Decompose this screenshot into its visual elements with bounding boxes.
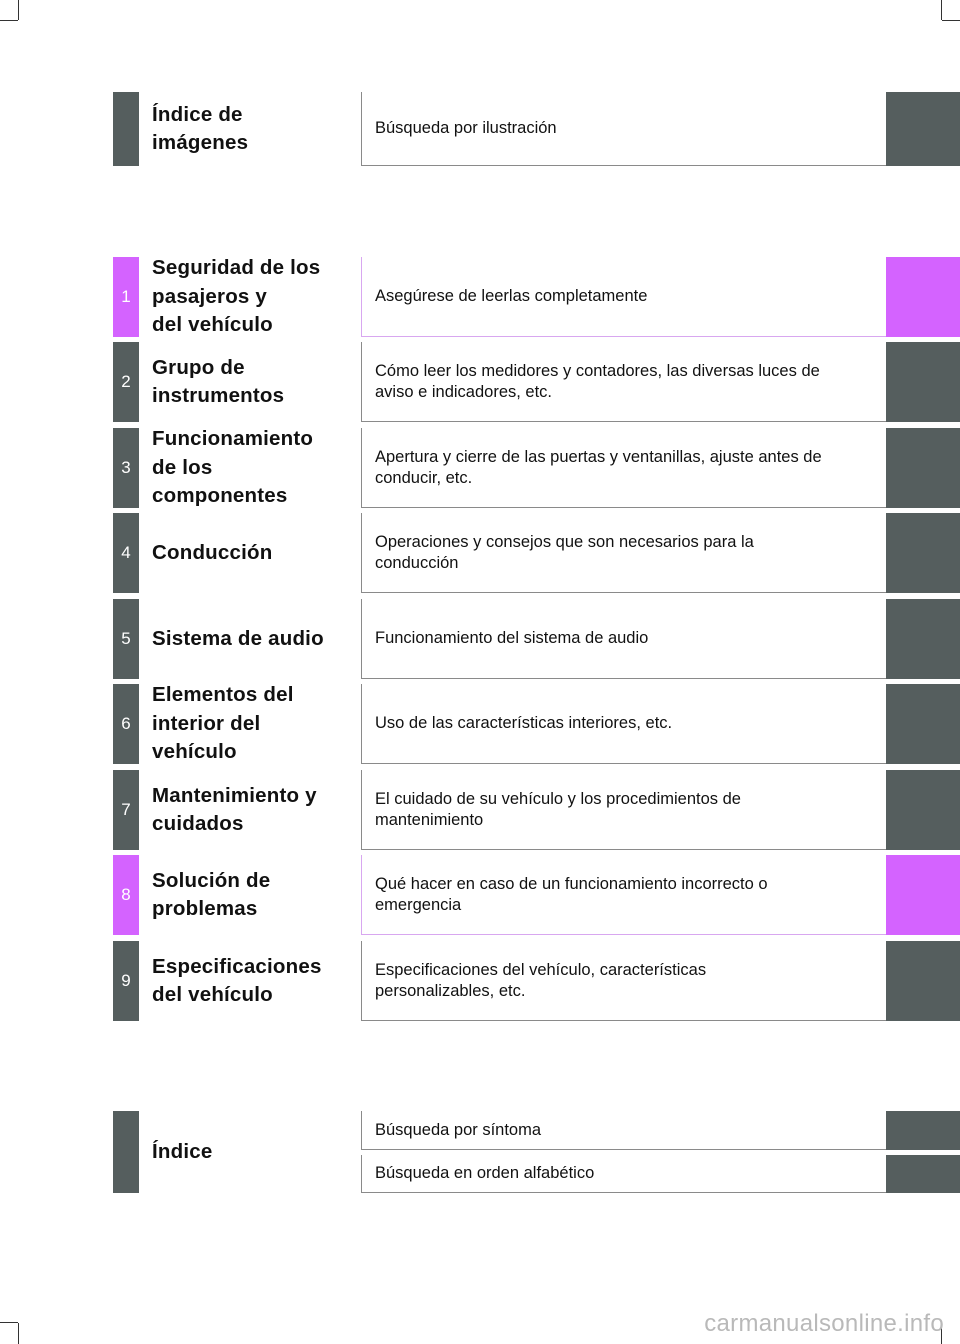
chapter-title: Solución de problemas xyxy=(152,868,271,920)
chapter-description: Funcionamiento del sistema de audio xyxy=(361,599,886,679)
chapter-description: Especificaciones del vehículo, características personalizables, etc. xyxy=(361,941,886,1021)
chapter-number: 8 xyxy=(113,855,139,935)
chapter-number: 7 xyxy=(113,770,139,850)
chapter-title: Mantenimiento y cuidados xyxy=(152,783,317,835)
chapter-tab-right[interactable] xyxy=(886,513,960,593)
chapter-description: El cuidado de su vehículo y los procedimientos de mantenimiento xyxy=(361,770,886,850)
pictorial-index-row[interactable] xyxy=(0,92,960,166)
section-description: Búsqueda por ilustración xyxy=(361,92,886,166)
chapter-description: Uso de las características interiores, etc. xyxy=(361,684,886,764)
chapter-row-6[interactable] xyxy=(0,684,960,764)
crop-mark xyxy=(942,20,960,21)
chapter-tab-right[interactable] xyxy=(886,428,960,508)
watermark: carmanualsonline.info xyxy=(704,1310,944,1337)
chapter-number: 5 xyxy=(113,599,139,679)
chapter-title: Conducción xyxy=(152,540,273,564)
chapter-row-3[interactable] xyxy=(0,428,960,508)
chapter-title: Seguridad de los pasajeros y del vehículo xyxy=(152,256,321,337)
chapter-number: 1 xyxy=(113,257,139,337)
chapter-description: Apertura y cierre de las puertas y ventanillas, ajuste antes de conducir, etc. xyxy=(361,428,886,508)
crop-mark xyxy=(941,0,942,20)
chapter-row-4[interactable] xyxy=(0,513,960,593)
chapter-tab-right[interactable] xyxy=(886,599,960,679)
crop-mark xyxy=(18,0,19,20)
chapter-description: Asegúrese de leerlas completamente xyxy=(361,257,886,337)
chapter-description: Qué hacer en caso de un funcionamiento incorrecto o emergencia xyxy=(361,855,886,935)
chapter-row-1[interactable] xyxy=(0,257,960,337)
section-tab-right[interactable] xyxy=(886,92,960,166)
section-tab-left xyxy=(113,92,139,166)
chapter-row-8[interactable] xyxy=(0,855,960,935)
index-item-label: Búsqueda por síntoma xyxy=(361,1111,886,1150)
chapter-title: Funcionamiento de los componentes xyxy=(152,427,314,508)
chapter-row-2[interactable] xyxy=(0,342,960,422)
chapter-title: Sistema de audio xyxy=(152,626,324,650)
index-item-alphabetical[interactable] xyxy=(0,1155,960,1193)
crop-mark xyxy=(0,1322,18,1323)
chapter-number: 2 xyxy=(113,342,139,422)
crop-mark xyxy=(18,1323,19,1344)
chapter-tab-right[interactable] xyxy=(886,342,960,422)
chapter-title: Grupo de instrumentos xyxy=(152,355,285,407)
index-tab-right[interactable] xyxy=(886,1111,960,1150)
section-title: Índice xyxy=(152,1139,213,1163)
chapter-row-9[interactable] xyxy=(0,941,960,1021)
chapter-description: Operaciones y consejos que son necesarios para la conducción xyxy=(361,513,886,593)
chapter-row-5[interactable] xyxy=(0,599,960,679)
chapter-title: Elementos del interior del vehículo xyxy=(152,683,294,764)
section-title: Índice de imágenes xyxy=(152,102,249,154)
index-tab-right[interactable] xyxy=(886,1155,960,1193)
chapter-tab-right[interactable] xyxy=(886,257,960,337)
chapter-number: 6 xyxy=(113,684,139,764)
chapter-title: Especificaciones del vehículo xyxy=(152,954,322,1006)
chapter-number: 3 xyxy=(113,428,139,508)
index-item-label: Búsqueda en orden alfabético xyxy=(361,1155,886,1193)
crop-mark xyxy=(0,20,18,21)
chapter-number: 9 xyxy=(113,941,139,1021)
chapter-row-7[interactable] xyxy=(0,770,960,850)
chapter-tab-right[interactable] xyxy=(886,855,960,935)
index-item-symptom[interactable] xyxy=(0,1111,960,1150)
chapter-tab-right[interactable] xyxy=(886,770,960,850)
chapter-tab-right[interactable] xyxy=(886,684,960,764)
chapter-description: Cómo leer los medidores y contadores, las diversas luces de aviso e indicadores, etc. xyxy=(361,342,886,422)
chapter-tab-right[interactable] xyxy=(886,941,960,1021)
chapter-number: 4 xyxy=(113,513,139,593)
